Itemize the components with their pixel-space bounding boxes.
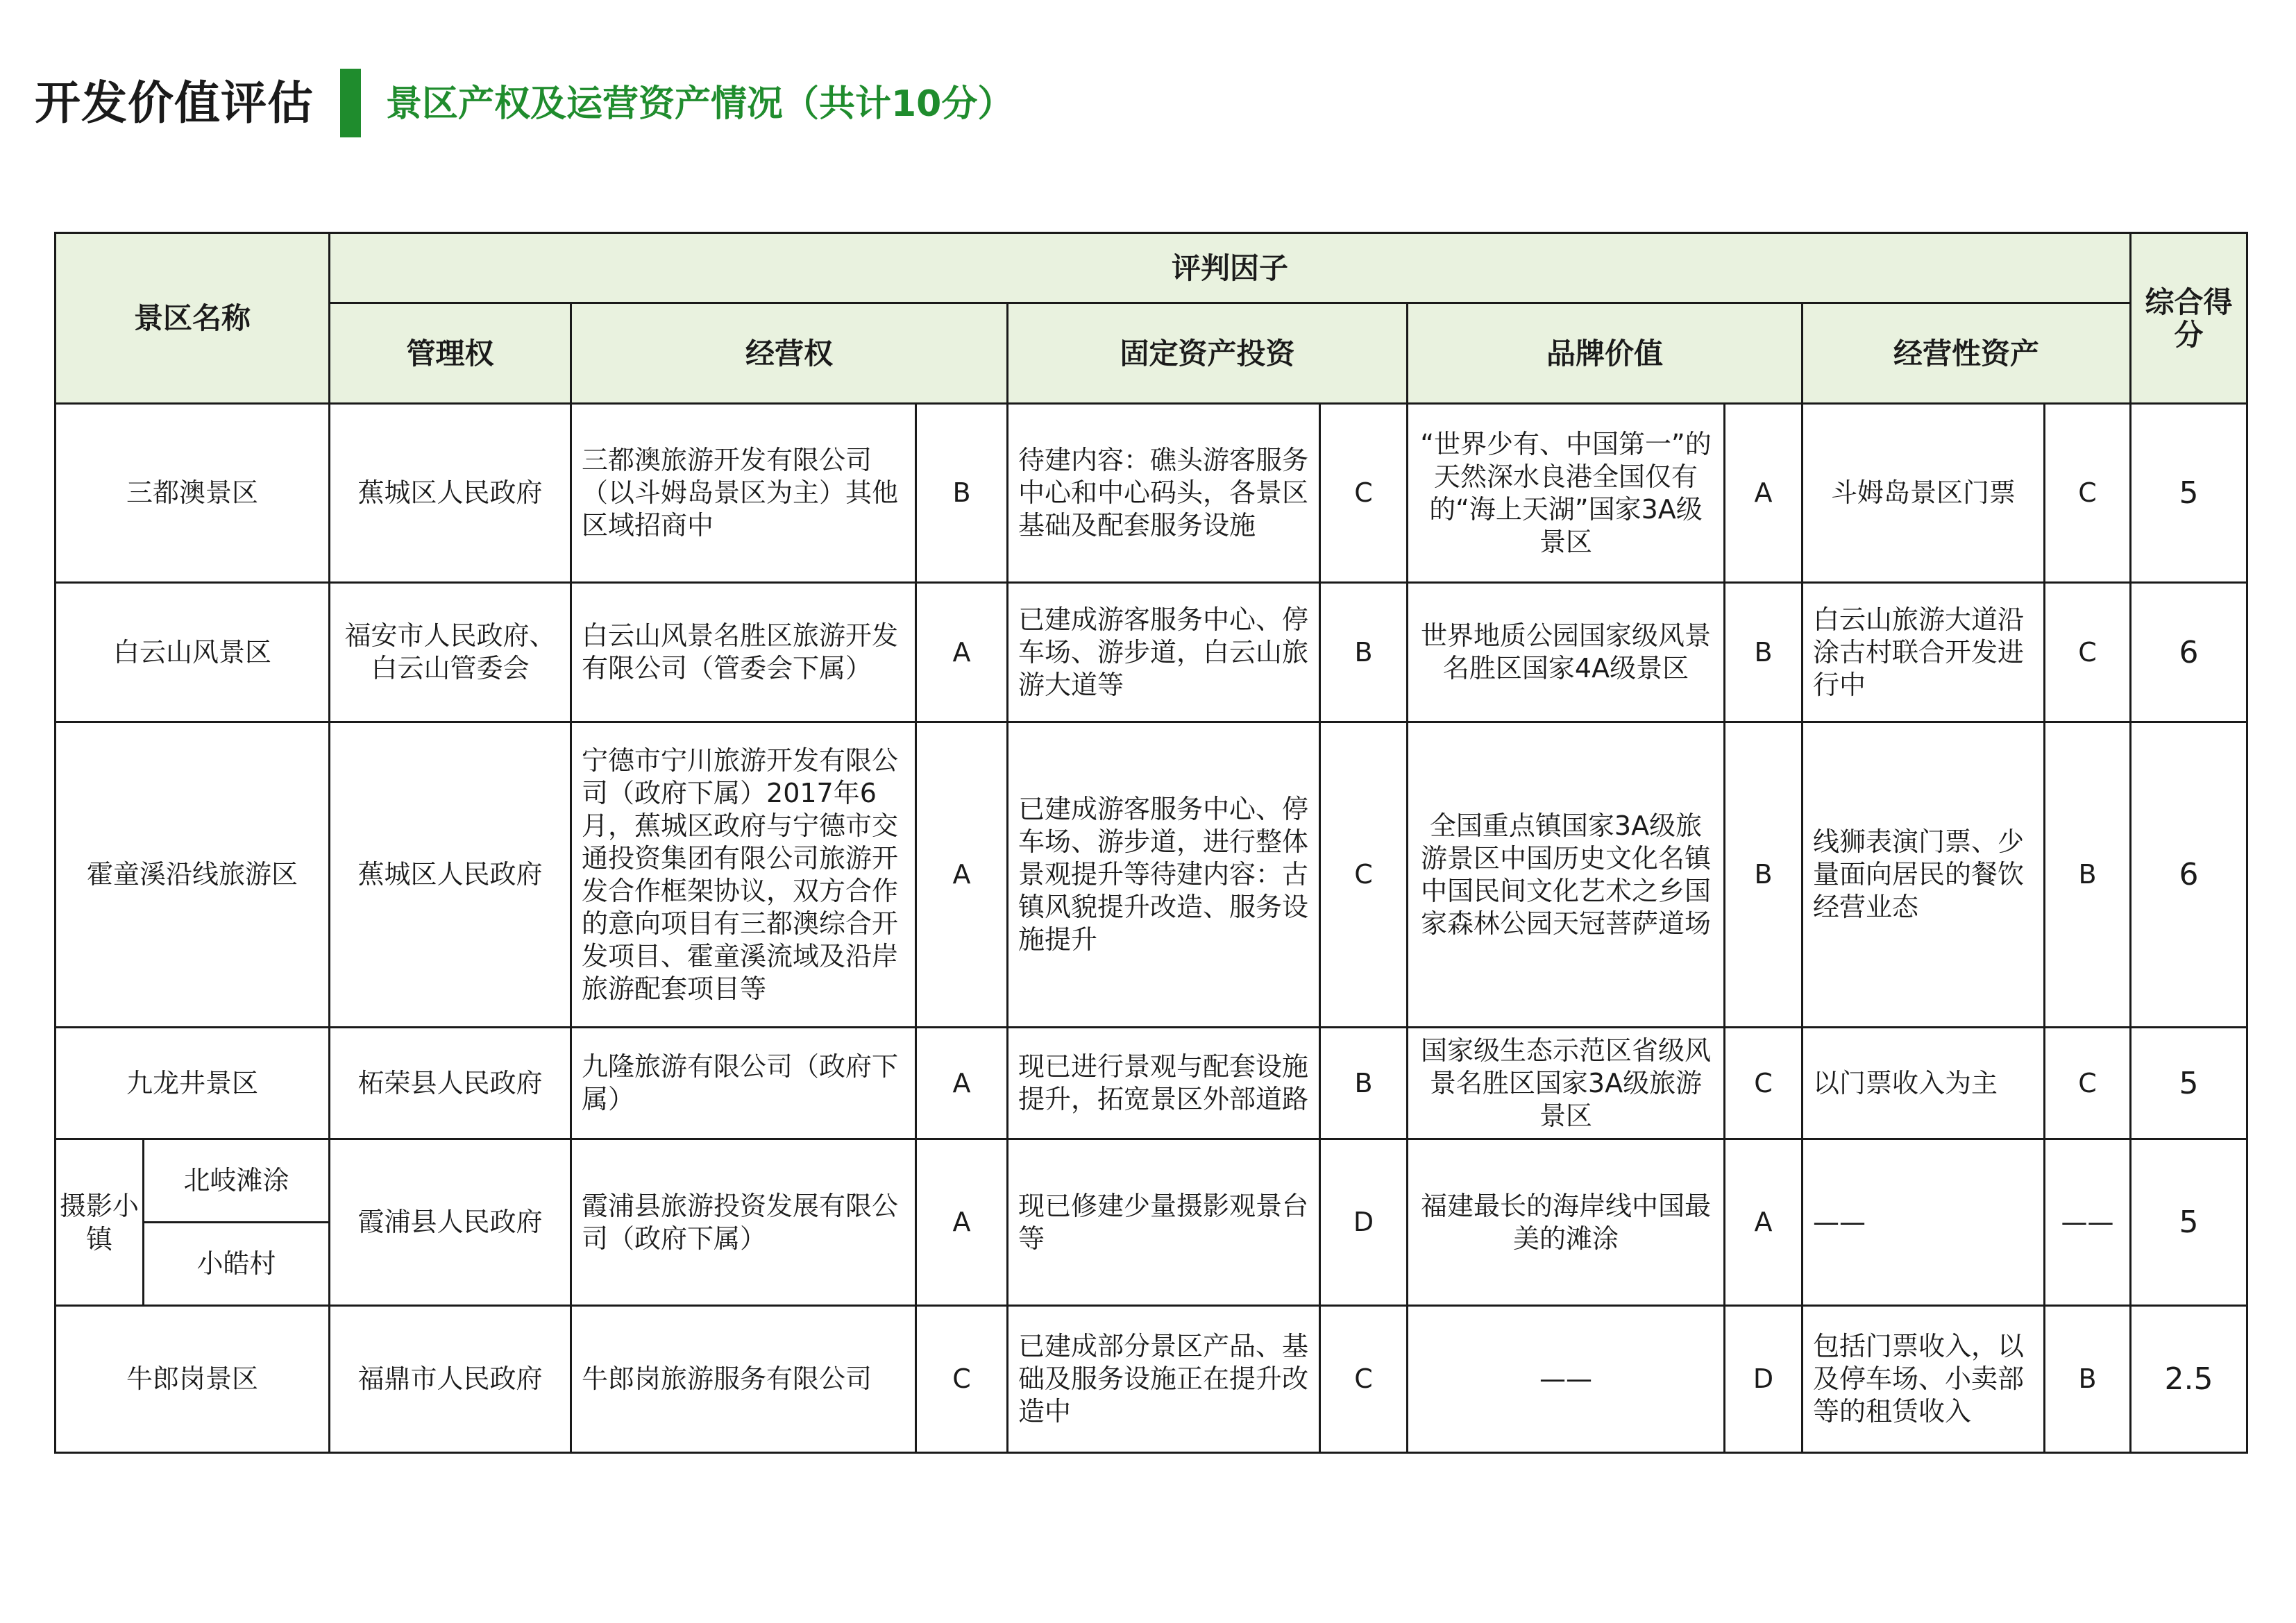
operating-assets-cell: 以门票收入为主 — [1803, 1028, 2045, 1139]
operation-cell: 九隆旅游有限公司（政府下属） — [571, 1028, 916, 1139]
sub-scenic-xiaohao: 小皓村 — [144, 1223, 330, 1306]
operation-grade: B — [916, 404, 1008, 583]
operation-grade: A — [916, 722, 1008, 1028]
management-cell: 霞浦县人民政府 — [330, 1139, 571, 1306]
header-scenic-name: 景区名称 — [56, 233, 330, 404]
operation-grade: A — [916, 1028, 1008, 1139]
operating-assets-cell: 斗姆岛景区门票 — [1803, 404, 2045, 583]
total-score: 2.5 — [2131, 1306, 2247, 1453]
header-row-sub — [56, 303, 2247, 404]
table-row — [56, 1139, 2247, 1223]
total-score: 5 — [2131, 1139, 2247, 1306]
total-score: 6 — [2131, 583, 2247, 722]
brand-value-grade: B — [1725, 583, 1803, 722]
header-factors: 评判因子 — [330, 233, 2131, 303]
header-row-top — [56, 233, 2247, 303]
scenic-name: 三都澳景区 — [56, 404, 330, 583]
operating-assets-cell: —— — [1803, 1139, 2045, 1306]
fixed-assets-grade: B — [1320, 1028, 1408, 1139]
sub-scenic-beiqi: 北岐滩涂 — [144, 1139, 330, 1223]
brand-value-cell: 全国重点镇国家3A级旅游景区中国历史文化名镇中国民间文化艺术之乡国家森林公园天冠菩萨道场 — [1408, 722, 1725, 1028]
scenic-name: 牛郎岗景区 — [56, 1306, 330, 1453]
scenic-name: 霍童溪沿线旅游区 — [56, 722, 330, 1028]
total-score: 5 — [2131, 1028, 2247, 1139]
operating-assets-grade: B — [2045, 1306, 2131, 1453]
header-score: 综合得分 — [2131, 233, 2247, 404]
total-score: 6 — [2131, 722, 2247, 1028]
operating-assets-cell: 包括门票收入，以及停车场、小卖部等的租赁收入 — [1803, 1306, 2045, 1453]
fixed-assets-cell: 待建内容：礁头游客服务中心和中心码头，各景区基础及配套服务设施 — [1008, 404, 1320, 583]
header-operation: 经营权 — [571, 303, 1008, 404]
management-cell: 蕉城区人民政府 — [330, 722, 571, 1028]
management-cell: 福鼎市人民政府 — [330, 1306, 571, 1453]
group-photography-town: 摄影小镇 — [56, 1139, 144, 1306]
scenic-name: 九龙井景区 — [56, 1028, 330, 1139]
brand-value-grade: B — [1725, 722, 1803, 1028]
operating-assets-cell: 线狮表演门票、少量面向居民的餐饮经营业态 — [1803, 722, 2045, 1028]
page-subtitle: 景区产权及运营资产情况（共计10分） — [386, 83, 1014, 125]
header-management: 管理权 — [330, 303, 571, 404]
fixed-assets-grade: C — [1320, 1306, 1408, 1453]
table-row — [56, 1028, 2247, 1139]
table-row — [56, 583, 2247, 722]
brand-value-grade: D — [1725, 1306, 1803, 1453]
scenic-name: 白云山风景区 — [56, 583, 330, 722]
management-cell: 蕉城区人民政府 — [330, 404, 571, 583]
fixed-assets-cell: 已建成部分景区产品、基础及服务设施正在提升改造中 — [1008, 1306, 1320, 1453]
table-row — [56, 1306, 2247, 1453]
operating-assets-grade: C — [2045, 404, 2131, 583]
operating-assets-grade: C — [2045, 1028, 2131, 1139]
brand-value-grade: C — [1725, 1028, 1803, 1139]
fixed-assets-cell: 已建成游客服务中心、停车场、游步道，进行整体景观提升等待建内容：古镇风貌提升改造、服务设施提升 — [1008, 722, 1320, 1028]
fixed-assets-cell: 现已进行景观与配套设施提升，拓宽景区外部道路 — [1008, 1028, 1320, 1139]
fixed-assets-grade: C — [1320, 722, 1408, 1028]
operation-cell: 三都澳旅游开发有限公司（以斗姆岛景区为主）其他区域招商中 — [571, 404, 916, 583]
fixed-assets-grade: B — [1320, 583, 1408, 722]
management-cell: 柘荣县人民政府 — [330, 1028, 571, 1139]
brand-value-cell: 国家级生态示范区省级风景名胜区国家3A级旅游景区 — [1408, 1028, 1725, 1139]
operation-cell: 白云山风景名胜区旅游开发有限公司（管委会下属） — [571, 583, 916, 722]
title-accent-bar — [340, 69, 361, 137]
fixed-assets-cell: 现已修建少量摄影观景台等 — [1008, 1139, 1320, 1306]
operation-grade: A — [916, 1139, 1008, 1306]
header-brand-value: 品牌价值 — [1408, 303, 1803, 404]
operating-assets-grade: B — [2045, 722, 2131, 1028]
brand-value-cell: “世界少有、中国第一”的天然深水良港全国仅有的“海上天湖”国家3A级景区 — [1408, 404, 1725, 583]
brand-value-cell: —— — [1408, 1306, 1725, 1453]
operation-cell: 宁德市宁川旅游开发有限公司（政府下属）2017年6月，蕉城区政府与宁德市交通投资集团有限公司旅游开发合作框架协议，双方合作的意向项目有三都澳综合开发项目、霍童溪流域及沿岸旅游配套项目等 — [571, 722, 916, 1028]
operation-cell: 霞浦县旅游投资发展有限公司（政府下属） — [571, 1139, 916, 1306]
assessment-table — [54, 232, 2248, 1454]
operating-assets-grade: C — [2045, 583, 2131, 722]
fixed-assets-cell: 已建成游客服务中心、停车场、游步道，白云山旅游大道等 — [1008, 583, 1320, 722]
operation-grade: A — [916, 583, 1008, 722]
management-cell: 福安市人民政府、白云山管委会 — [330, 583, 571, 722]
operating-assets-cell: 白云山旅游大道沿涂古村联合开发进行中 — [1803, 583, 2045, 722]
total-score: 5 — [2131, 404, 2247, 583]
brand-value-cell: 福建最长的海岸线中国最美的滩涂 — [1408, 1139, 1725, 1306]
header-fixed-assets: 固定资产投资 — [1008, 303, 1408, 404]
operation-grade: C — [916, 1306, 1008, 1453]
page-title: 开发价值评估 — [35, 76, 314, 130]
brand-value-cell: 世界地质公园国家级风景名胜区国家4A级景区 — [1408, 583, 1725, 722]
operation-cell: 牛郎岗旅游服务有限公司 — [571, 1306, 916, 1453]
table-row — [56, 722, 2247, 1028]
fixed-assets-grade: C — [1320, 404, 1408, 583]
brand-value-grade: A — [1725, 404, 1803, 583]
header-operating-assets: 经营性资产 — [1803, 303, 2131, 404]
fixed-assets-grade: D — [1320, 1139, 1408, 1306]
table-row — [56, 404, 2247, 583]
brand-value-grade: A — [1725, 1139, 1803, 1306]
operating-assets-grade: —— — [2045, 1139, 2131, 1306]
